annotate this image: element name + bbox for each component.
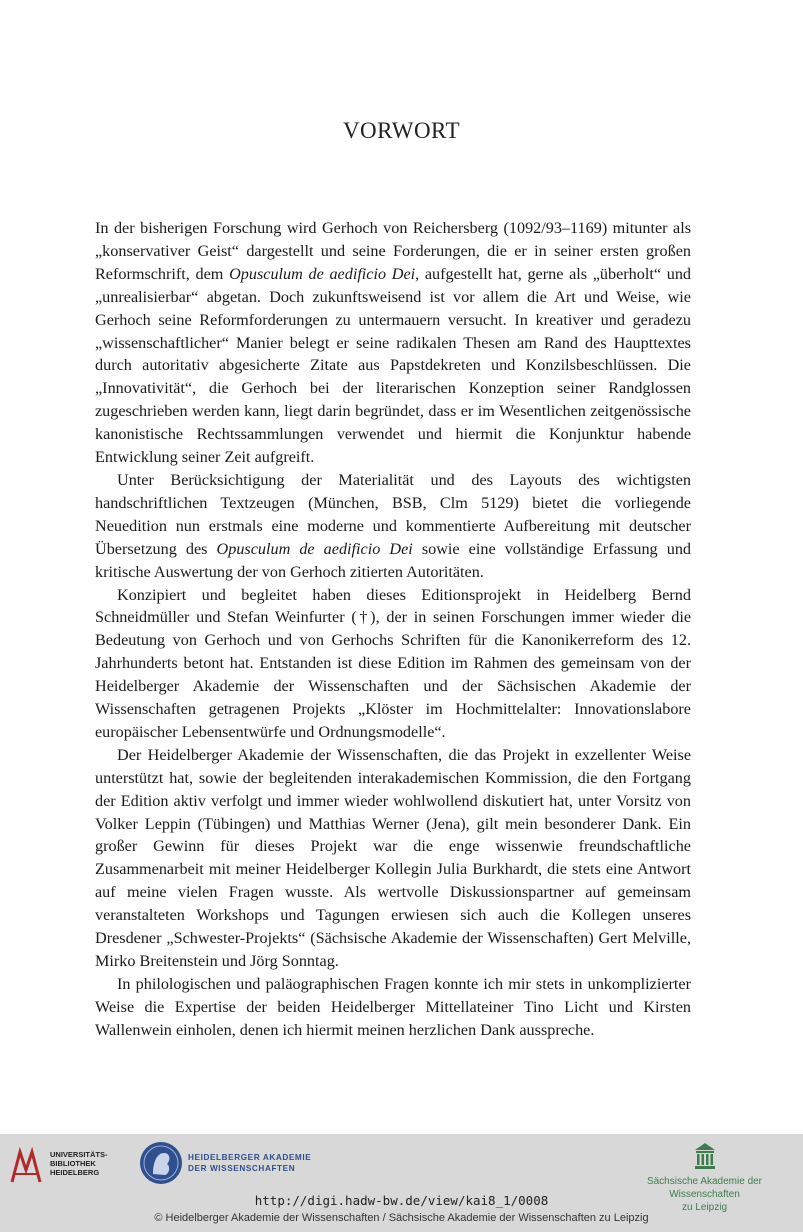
italic-title: Opusculum de aedificio Dei (216, 539, 413, 558)
ub-name-line2: BIBLIOTHEK (50, 1159, 96, 1168)
italic-title: Opusculum de aedificio Dei (229, 264, 416, 283)
paragraph (95, 973, 691, 1042)
footer-copyright: © Heidelberger Akademie der Wissenschaften / Sächsische Akademie der Wissenschaften zu Leipzig (154, 1212, 649, 1224)
ub-name-line1: UNIVERSITÄTS- (50, 1150, 108, 1159)
paragraph (95, 744, 691, 973)
paragraph (95, 217, 691, 469)
text-run: , aufgestellt hat, gerne als „überholt“ und „unrealisierbar“ abgetan. Doch zukunftsweisend ist vor allem die Art und Weise, wie Gerhoch seine Reformforderungen zu untermauern versucht. In kreativer und geradezu „wissenschaftlicher“ Manier belegt er seine radikalen Thesen am Rand des Haupttextes durch autoritativ abgesicherte Zitate aus Papstdekreten und Konzilsbeschlüssen. Die „Innovativität“, die Gerhoch bei der literarischen Konzeption seiner Randglossen zugeschrieben werden kann, liegt darin begründet, dass er im Wesentlichen zeitgenössische kanonistische Rechtssammlungen verwendet und hiermit die Konjunktur habende Entwicklung seiner Zeit aufgreift. (95, 264, 692, 467)
hadw-name-line2: DER WISSENSCHAFTEN (188, 1164, 296, 1173)
ub-emblem-icon (10, 1144, 42, 1184)
ub-name-line3: HEIDELBERG (50, 1168, 100, 1177)
hadw-medallion-icon (138, 1140, 184, 1186)
text-run: Unter Berücksichtigung der Materialität und des Layouts des wichtigsten handschriftlichen Textzeugen (München, BSB, Clm 5129) bietet die vorliegende Neuedition nun erstmals eine moderne und kommentierte Aufbereitung mit deutscher Übersetzung des (95, 470, 691, 558)
footer-url-link[interactable]: http://digi.hadw-bw.de/view/kai8_1/0008 (254, 1193, 549, 1208)
text-run: In der bisherigen Forschung wird Gerhoch von Reichersberg (1092/93–1169) mitunter als „konservativer Geist“ dargestellt und seine Forderungen, die er in seiner ersten großen Reformschrift, dem (95, 219, 691, 283)
text-run: In philologischen und paläographischen Fragen konnte ich mir stets in unkomplizierter Weise die Expertise der beiden Heidelberger Mittellateiner Tino Licht und Kirsten Wallenwein einholen, denen ich hiermit meinen herzlichen Dank ausspreche. (95, 974, 691, 1039)
saw-name-line1: Sächsische Akademie der Wissenschaften (646, 1176, 763, 1200)
hadw-logo[interactable] (138, 1140, 328, 1190)
saw-building-icon (693, 1142, 717, 1170)
hadw-name-line1: HEIDELBERGER AKADEMIE (188, 1153, 312, 1162)
saw-name-line2: zu Leipzig (681, 1202, 728, 1213)
paragraph (95, 469, 691, 584)
page-title: VORWORT (342, 118, 461, 143)
text-run: sowie eine vollständige Erfassung und kritische Auswertung der von Gerhoch zitierten Autoritäten. (95, 539, 692, 581)
body-text (95, 217, 691, 1042)
ub-heidelberg-logo[interactable] (10, 1144, 140, 1184)
text-run: Der Heidelberger Akademie der Wissenschaften, die das Projekt in exzellenter Weise unterstützt hat, sowie der begleitenden interakademischen Kommission, die den Fortgang der Edition aktiv verfolgt und immer wieder wohlwollend diskutiert hat, unter Vorsitz von Volker Leppin (Tübingen) und Matthias Werner (Jena), gilt mein besonderer Dank. Ein großer Gewinn für dieses Projekt war die enge wissenwie freundschaftliche Zusammenarbeit mit meiner Heidelberger Kollegin Julia Burkhardt, die stets eine Antwort auf meine vielen Fragen wusste. Als wertvolle Diskussionspartner auf gemeinsam veranstalteten Workshops und Tagungen erwiesen sich auch die Kollegen unseres Dresdener „Schwester-Projekts“ (Sächsische Akademie der Wissenschaften) Gert Melville, Mirko Breitenstein und Jörg Sonntag. (95, 745, 691, 970)
text-run: Konzipiert und begleitet haben dieses Editionsprojekt in Heidelberg Bernd Schneidmüller und Stefan Weinfurter (†), der in seinen Forschungen immer wieder die Bedeutung von Gerhoch und von Gerhochs Schriften für die Kanonikerreform des 12. Jahrhunderts betont hat. Entstanden ist diese Edition im Rahmen des gemeinsam von der Heidelberger Akademie der Wissenschaften und der Sächsischen Akademie der Wissenschaften getragenen Projekts „Klöster im Hochmittelalter: Innovationslabore europäischer Lebensentwürfe und Ordnungsmodelle“. (95, 585, 691, 741)
paragraph (95, 584, 691, 744)
